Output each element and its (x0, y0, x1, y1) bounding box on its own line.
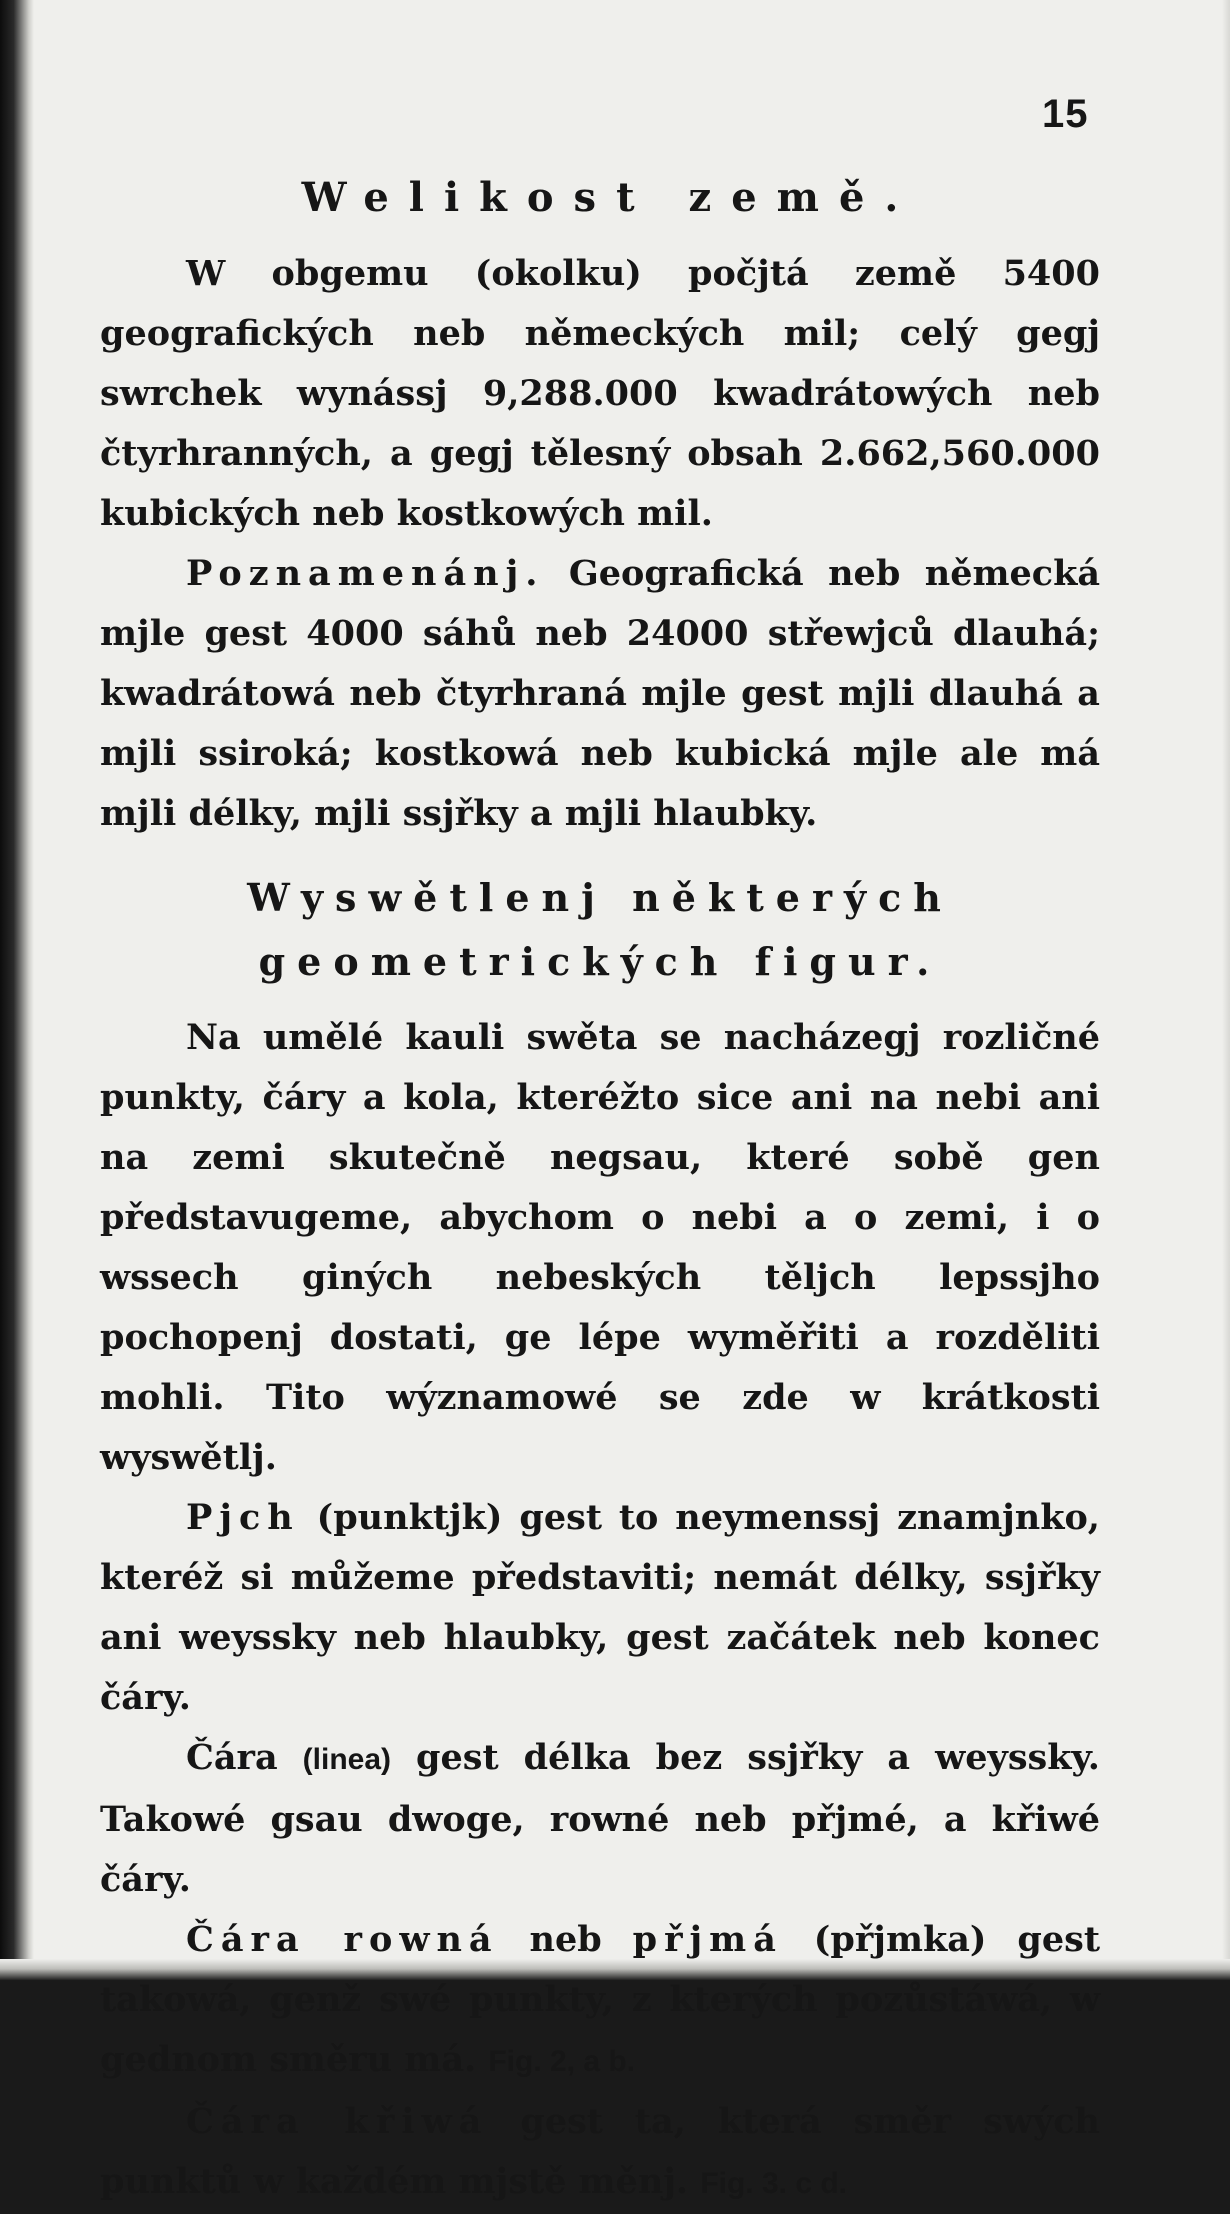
straight-line-joiner: neb (498, 1919, 633, 1960)
page-body (100, 170, 1100, 2214)
paragraph-straight-line (100, 1910, 1100, 2092)
figure-reference-3: Fig. 3. c d. (700, 2167, 848, 2200)
paragraph-curved-line (100, 2092, 1100, 2214)
term-point: Pjch (186, 1497, 300, 1538)
paragraph-point-definition (100, 1488, 1100, 1728)
paragraph-globe-intro: Na umělé kauli swěta se nacházegj rozličné punkty, čáry a kola, kteréžto sice ani na nebi ani na zemi skutečně negsau, které sobě gen představugeme, abychom o nebi a o zemi, i o wssech giných nebeských těljch lepssjho pochopenj dostati, ge lépe wyměřiti a rozděliti mohli. Tito wýznamowé se zde w krátkosti wyswětlj. (100, 1017, 1100, 1478)
scan-right-edge (1222, 0, 1230, 1981)
point-definition-text: (punktjk) gest to neymenssj znamjnko, kteréž si můžeme představiti; nemát délky, ssjřky ani weyssky neb hlaubky, gest začátek neb konec čáry. (100, 1497, 1100, 1718)
scan-left-edge (0, 0, 34, 1981)
term-curved-line: Čára křiwá (186, 2101, 489, 2142)
paragraph-note (100, 544, 1100, 844)
line-definition-text: gest délka bez ssjřky a weyssky. Takowé gsau dwoge, rowné neb přjmé, a křiwé čáry. (100, 1737, 1100, 1900)
section-heading-earth-size: Welikost země. (301, 174, 919, 221)
latin-term-linea: (linea) (302, 1743, 392, 1776)
figure-reference-2: Fig. 2, a b. (488, 2045, 636, 2078)
curved-line-text: gest ta, která směr swých punktů w každém mjstě měnj. (100, 2101, 1100, 2202)
page-number: 15 (1042, 92, 1089, 136)
term-line: Čára (186, 1737, 278, 1778)
straight-line-text: (přjmka) gest takowá, genž swé punkty, z kterých pozůstáwá, w gednom směru má. (100, 1919, 1100, 2080)
term-straight-line: Čára rowná (186, 1919, 499, 1960)
section-heading-geometric-figures: Wyswětlenj některých geometrických figur. (247, 875, 953, 984)
term-straight-line-alt: přjmá (632, 1919, 783, 1960)
note-text: Geografická neb německá mjle gest 4000 sáhů neb 24000 střewjců dlauhá; kwadrátowá neb čtyrhraná mjle gest mjli dlauhá a mjli ssiroká; kostkowá neb kubická mjle ale má mjli délky, mjli ssjřky a mjli hlaubky. (100, 553, 1100, 834)
paragraph-line-definition (100, 1728, 1100, 1910)
paragraph-earth-dimensions: W obgemu (okolku) počjtá země 5400 geografických neb německých mil; celý gegj swrchek wynássj 9,288.000 kwadrátowých neb čtyrhranných, a gegj tělesný obsah 2.662,560.000 kubických neb kostkowých mil. (100, 253, 1100, 534)
note-label: Poznamenánj. (186, 553, 545, 594)
